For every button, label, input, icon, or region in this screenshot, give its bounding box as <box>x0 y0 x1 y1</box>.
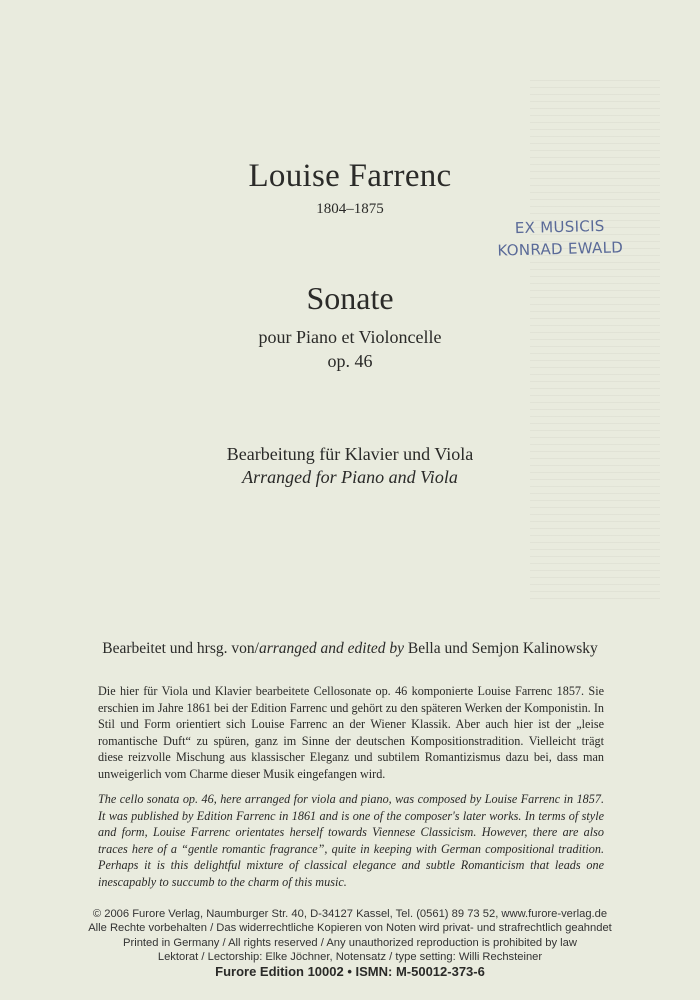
footer-rights-de: Alle Rechte vorbehalten / Das widerrechtliche Kopieren von Noten wird privat- und strafrechtlich geahndet <box>88 922 612 935</box>
footer-copyright: © 2006 Furore Verlag, Naumburger Str. 40, D-34127 Kassel, Tel. (0561) 89 73 52, www.furore-verlag.de <box>92 908 608 920</box>
stamp-line-1: EX MUSICIS <box>514 216 605 238</box>
work-title: Sonate <box>306 280 394 316</box>
footer-rights-en: Printed in Germany / All rights reserved / Any unauthorized reproduction is prohibited by law <box>123 936 577 949</box>
description-german: Die hier für Viola und Klavier bearbeitete Cellosonate op. 46 komponierte Louise Farrenc 1857. Sie erschien im Jahre 1861 bei der Edition Farrenc und gehört zu den späteren Werken der Komponistin. In Stil und Form orientiert sich Louise Farrenc an der Wiener Klassik. Aber auch hier ist der „leise romantische Duft“ zu spüren, ganz im Sinne der deutschen Kompositionstradition. Vielleicht trägt diese reizvolle Mischung aus klassischer Eleganz und subtilem Romantizismus dazu bei, dass man unweigerlich vom Charme dieser Musik eingefangen wird. <box>98 684 604 781</box>
ownership-stamp <box>469 214 650 263</box>
arrangement-german: Bearbeitung für Klavier und Viola <box>226 444 474 464</box>
stamp-line-2: KONRAD EWALD <box>497 238 624 260</box>
edition-number: Furore Edition 10002 • ISMN: M-50012-373-6 <box>215 964 485 979</box>
composer-dates: 1804–1875 <box>316 201 384 217</box>
work-subtitle: pour Piano et Violoncelle <box>258 327 442 347</box>
description-english: The cello sonata op. 46, here arranged for viola and piano, was composed by Louise Farrenc in 1857. It was published by Edition Farrenc in 1861 and is one of the composer's later works. In terms of style and form, Louise Farrenc orientates herself towards Viennese Classicism. However, there are also traces here of a “gentle romantic fragrance”, quite in keeping with German compositional tradition. Perhaps it is this delightful mixture of classical elegance and subtle Romanticism that leads one inescapably to succumb to the charm of this music. <box>98 792 604 889</box>
composer-name: Louise Farrenc <box>248 158 452 194</box>
editors-names: Bella und Semjon Kalinowsky <box>404 640 598 657</box>
editors-credit <box>0 640 700 658</box>
editors-italic: arranged and edited by <box>258 640 405 657</box>
opus-number: op. 46 <box>327 351 373 371</box>
publisher-footer <box>0 907 700 965</box>
editors-prefix: Bearbeitet und hrsg. von/ <box>102 640 259 657</box>
footer-credits: Lektorat / Lectorship: Elke Jöchner, Notensatz / type setting: Willi Rechsteiner <box>157 951 543 964</box>
arrangement-english: Arranged for Piano and Viola <box>242 467 458 487</box>
